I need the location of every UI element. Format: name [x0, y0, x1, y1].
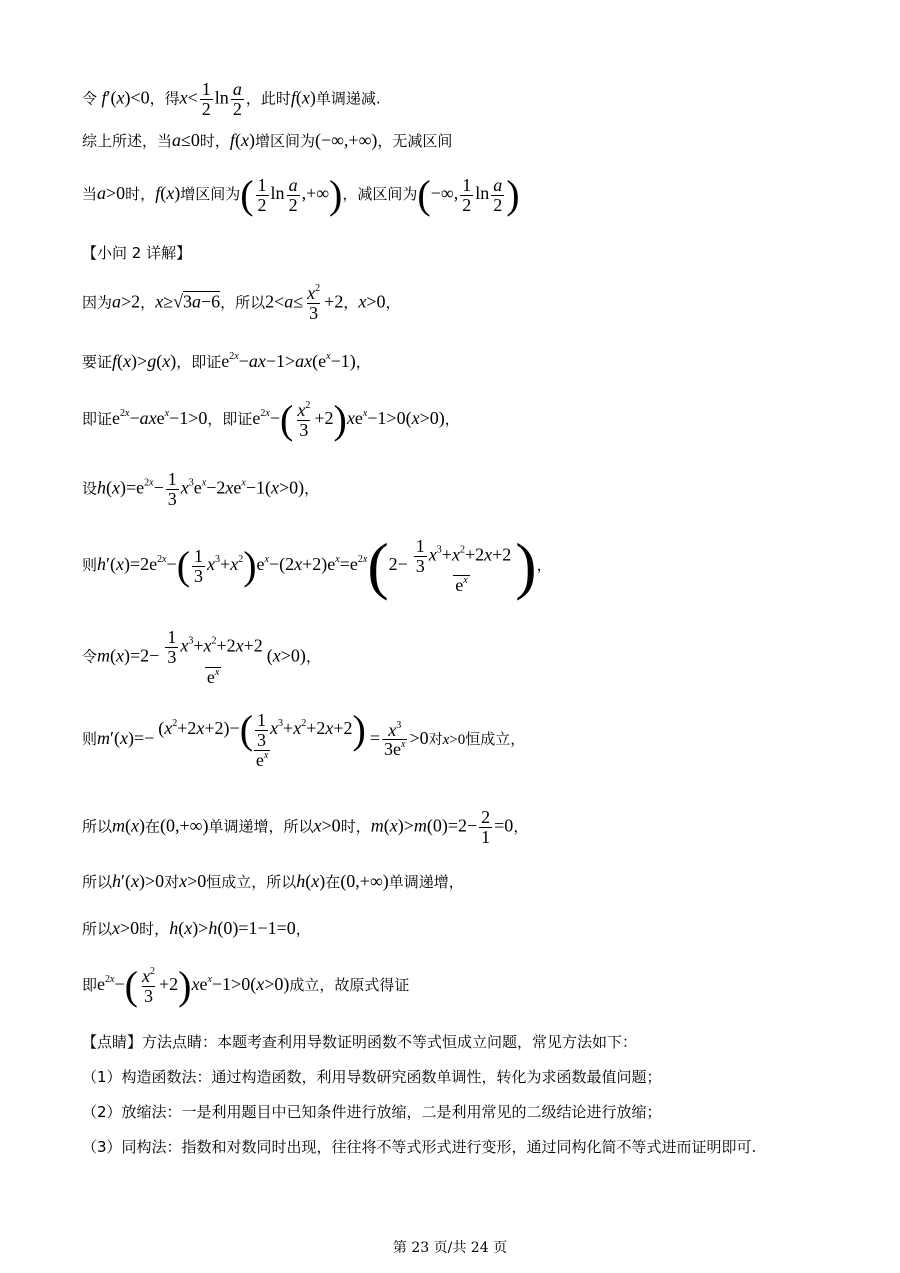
page-footer: 第 23 页/共 24 页: [392, 1240, 508, 1256]
line-to-prove: 要证f(x)>g(x)，即证$e^{2x}-ax-1>ax(e^x-1)$，: [82, 351, 371, 371]
line-h-derivative: 则$h'(x)=2e^{2x}-$( $\frac{1}{3}$ $x^3+x^2)e^x-(2x+2)e^x=e^{2x}(2-$ $\frac{1}{3}$ $x^3+x^2+2x+2$ $e^x$ )，: [82, 530, 552, 601]
note-method-3: （3）同构法：指数和对数同时出现，往往将不等式形式进行变形，通过同构化简不等式进而证明即可.: [82, 1138, 757, 1156]
line-m-derivative: 则m′(x)=− $(x^2+2x+2)-$( $\frac{1}{3}$ $x^3+x^2+2x+2$) $e^x$ = $\frac{x^3}{3e^x}$ >0对x>0恒成立，: [82, 707, 526, 770]
line-derivative-negative: 令 f′(x)<0，得x< $\frac{1}{2}$ ln $\frac{a}{2}$ ，此时f(x)单调递减.: [82, 79, 381, 119]
subquestion-2-title: 【小问 2 详解】: [82, 244, 192, 262]
note-body: 方法点睛：本题考查利用导数证明函数不等式恒成立问题，常见方法如下：: [142, 1033, 638, 1051]
line-m-increasing: 所以m(x)在(0,+∞)单调递增，所以x>0时，m(x)>m(0)=2− $\frac{2}{1}$ =0，: [82, 807, 529, 847]
line-equivalent-inequality: 即证$e^{2x}-axe^x-1>0$，即证$e^{2x}-$( $\frac{x^2}{3}$ $+2)xe^x-1>0(x>0)$，: [82, 397, 460, 442]
note-method-1: （1）构造函数法：通过构造函数，利用导数研究函数单调性，转化为求函数最值问题；: [82, 1068, 662, 1086]
line-summary-a-positive: 当a>0时，f(x)增区间为( $\frac{1}{2}$ ln $\frac{a}{2}$ ,+∞)，减区间为(−∞, $\frac{1}{2}$ ln $\frac{a}{2}$ ): [82, 172, 520, 217]
line-given-condition: 因为a>2，x≥√3a−6，所以2<a≤ $\frac{x^2}{3}$ +2，x>0，: [82, 283, 401, 323]
line-define-m: 令m(x)=2− $\frac{1}{3}$ $x^3+x^2+2x+2$ $e^x$ (x>0)，: [82, 627, 321, 687]
note-method-2: （2）放缩法：一是利用题目中已知条件进行放缩，二是利用常见的二级结论进行放缩；: [82, 1103, 662, 1121]
line-summary-a-nonpositive: 综上所述，当a≤0时，f(x)增区间为(−∞,+∞)，无减区间: [82, 130, 453, 150]
line-h-increasing: 所以h′(x)>0对x>0恒成立，所以h(x)在(0,+∞)单调递增，: [82, 871, 464, 891]
line-define-h: 设$h(x)=e^{2x}-$ $\frac{1}{3}$ $x^3e^x-2xe^x-1(x>0)$，: [82, 469, 320, 509]
note-title: 【点睛】: [82, 1033, 143, 1051]
line-conclusion: 即$e^{2x}-$( $\frac{x^2}{3}$ $+2)xe^x-1>0(x>0)$成立，故原式得证: [82, 963, 410, 1008]
note-heading: [82, 1035, 637, 1050]
line-h-positive: 所以x>0时，h(x)>h(0)=1−1=0，: [82, 918, 311, 938]
